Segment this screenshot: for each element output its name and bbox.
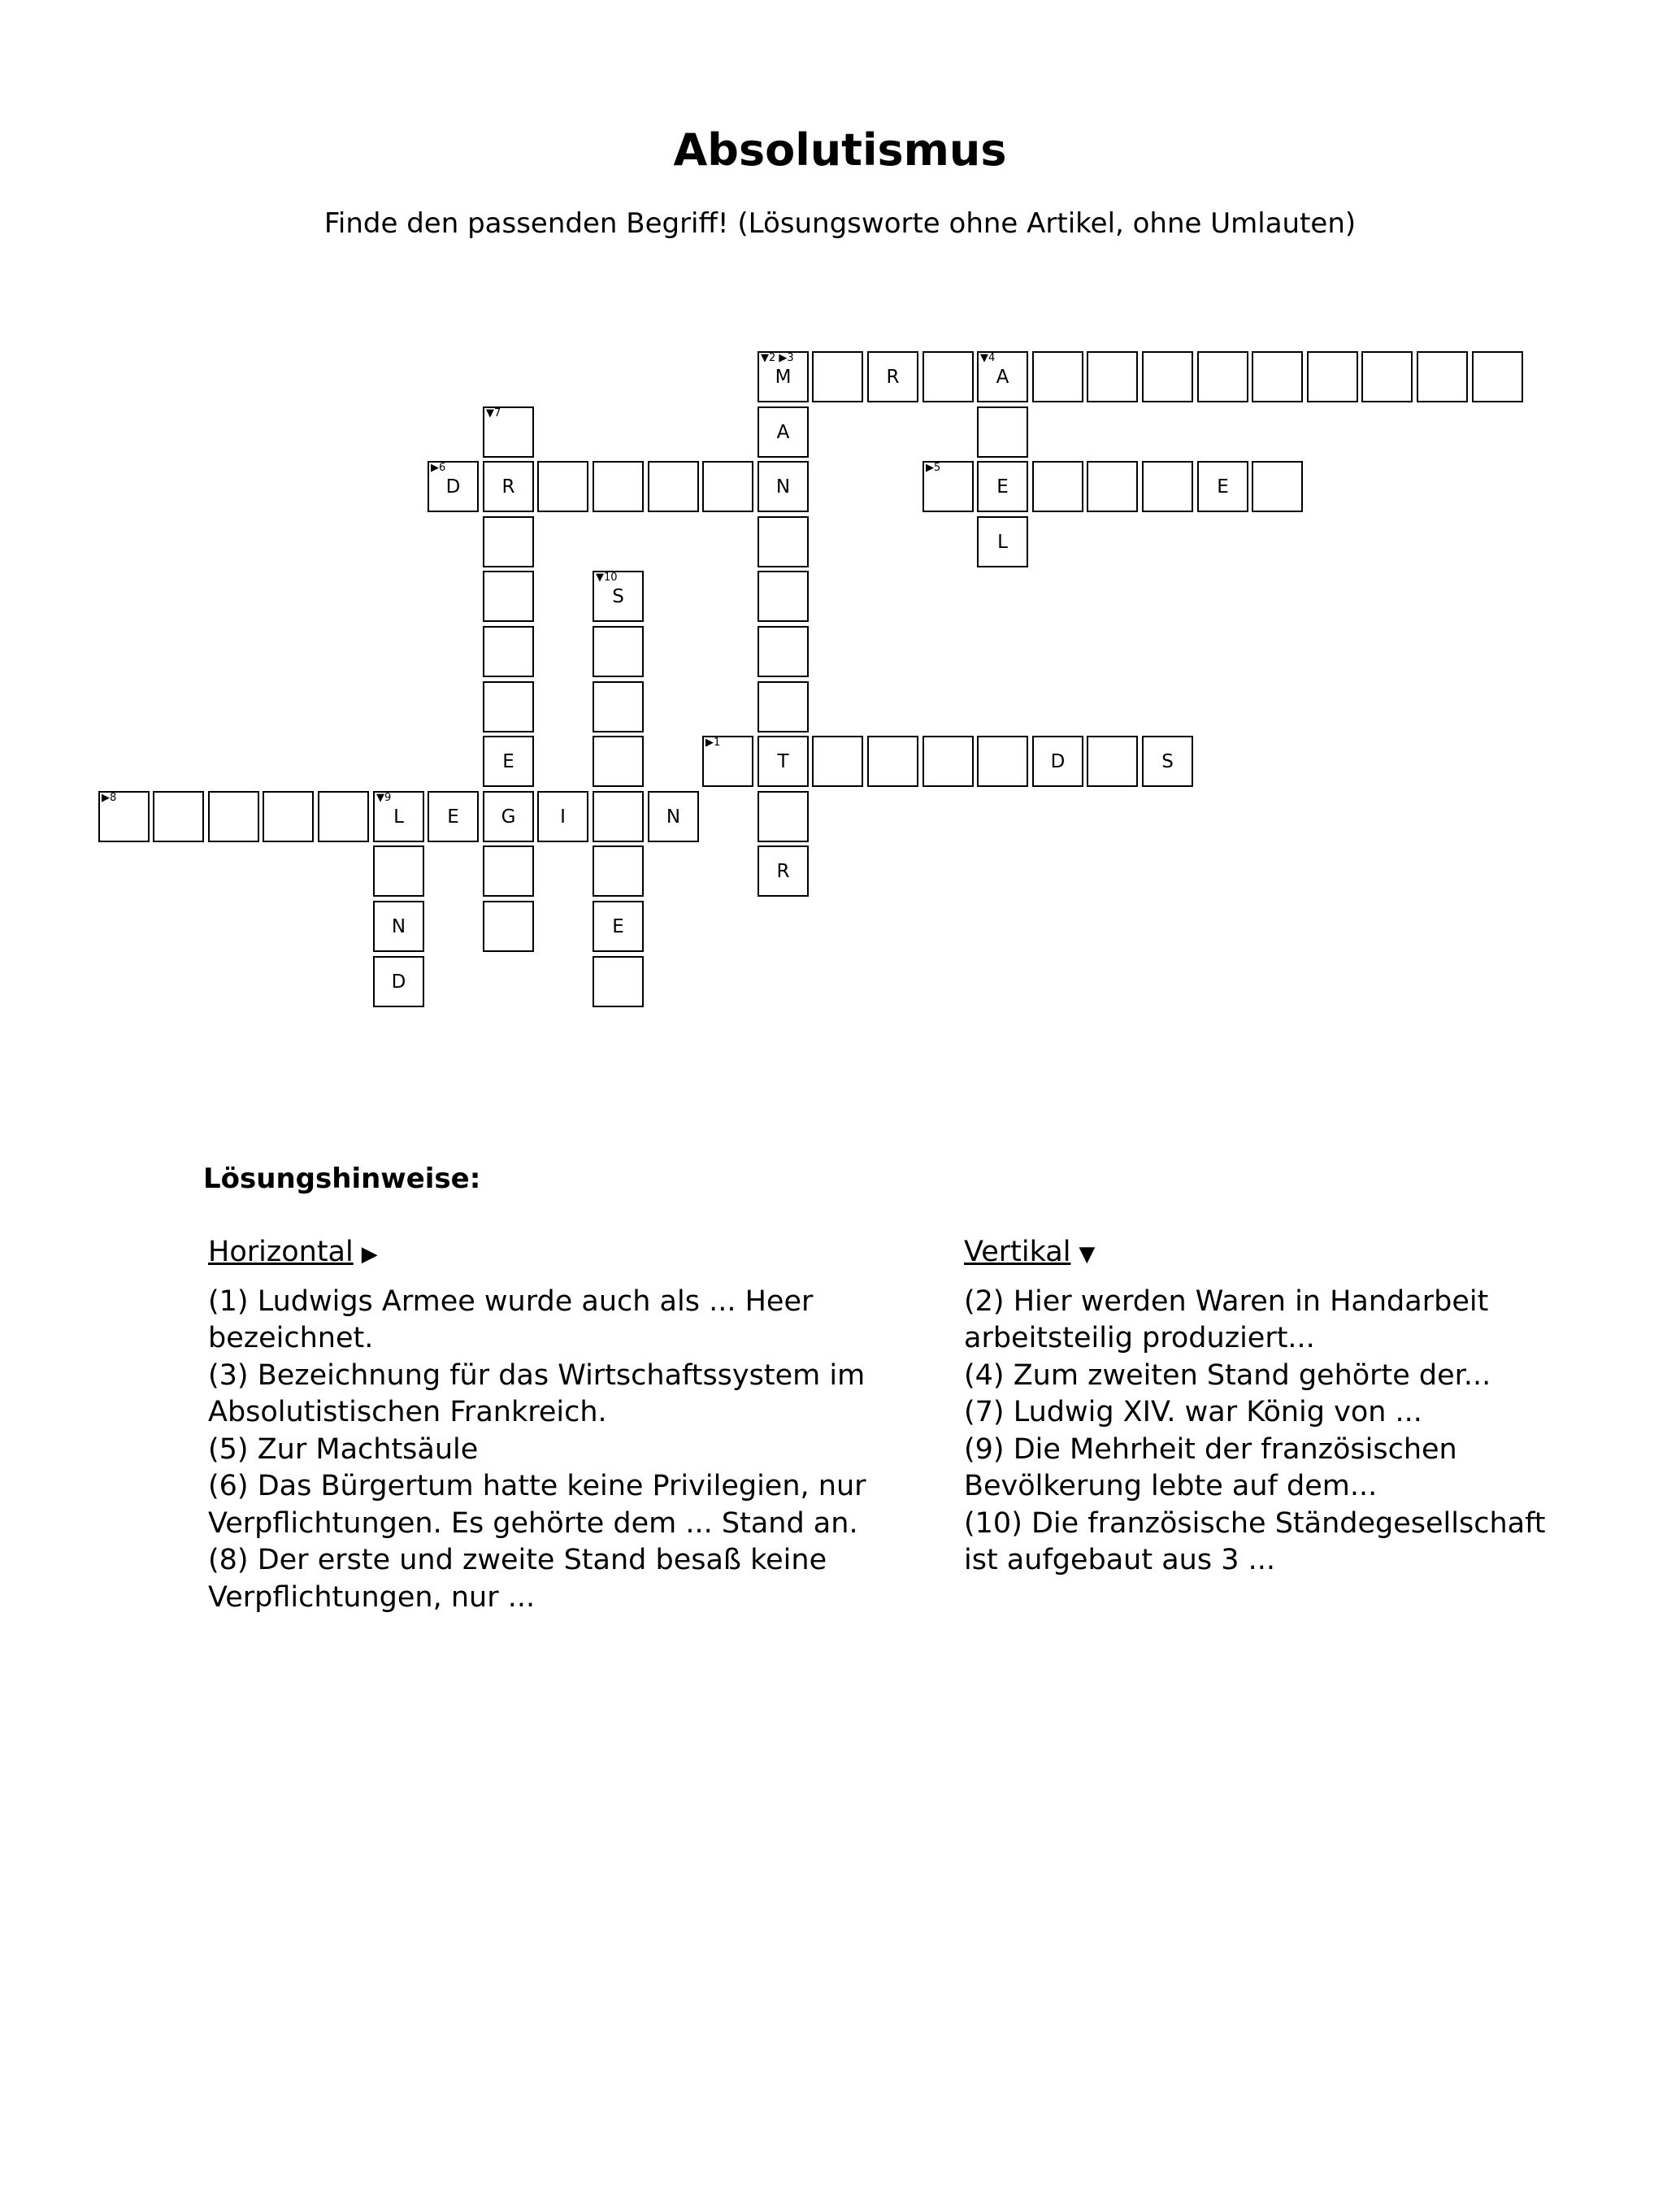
crossword-cell[interactable] xyxy=(977,461,1028,512)
cell-letter: R xyxy=(501,476,515,498)
crossword-cell[interactable] xyxy=(812,736,863,787)
cell-letter: R xyxy=(886,367,900,388)
crossword-cell[interactable] xyxy=(758,736,809,787)
hints-heading: Lösungshinweise: xyxy=(203,1163,481,1195)
crossword-cell[interactable] xyxy=(153,791,204,842)
crossword-cell[interactable] xyxy=(373,791,424,842)
clue-number: ▼7 xyxy=(486,407,501,419)
clue-horizontal-1: (1) Ludwigs Armee wurde auch als ... Heer bezeichnet. xyxy=(208,1284,814,1354)
cell-letter: D xyxy=(1050,751,1066,772)
crossword-cell[interactable] xyxy=(483,845,534,897)
clue-number: ▼10 xyxy=(596,572,618,584)
crossword-cell[interactable] xyxy=(483,791,534,842)
crossword-cell[interactable] xyxy=(1087,461,1138,512)
clue-vertical-10: (10) Die französische Ständegesellschaft ist aufgebaut aus 3 ... xyxy=(964,1506,1546,1576)
clue-horizontal-6: (6) Das Bürgertum hatte keine Privilegien, nur Verpflichtungen. Es gehörte dem ... Stand an. xyxy=(208,1470,866,1540)
crossword-cell[interactable] xyxy=(483,571,534,622)
crossword-cell[interactable] xyxy=(1032,461,1083,512)
clue-number: ▶6 xyxy=(431,462,446,474)
crossword-cell[interactable] xyxy=(758,461,809,512)
crossword-cell[interactable] xyxy=(537,791,588,842)
clue-vertical-2: (2) Hier werden Waren in Handarbeit arbeitsteilig produziert... xyxy=(964,1284,1489,1354)
crossword-cell[interactable] xyxy=(593,956,644,1007)
crossword-cell[interactable] xyxy=(1087,351,1138,402)
crossword-cell[interactable] xyxy=(593,736,644,787)
crossword-cell[interactable] xyxy=(1252,351,1303,402)
crossword-cell[interactable] xyxy=(1197,461,1248,512)
crossword-cell[interactable] xyxy=(483,516,534,567)
vertical-heading xyxy=(964,1234,1582,1274)
crossword-cell[interactable] xyxy=(593,791,644,842)
crossword-cell[interactable] xyxy=(758,406,809,458)
crossword-cell[interactable] xyxy=(922,351,974,402)
page-title: Absolutismus xyxy=(673,124,1007,176)
crossword-cell[interactable] xyxy=(758,351,809,402)
crossword-cell[interactable] xyxy=(702,461,753,512)
crossword-cell[interactable] xyxy=(758,791,809,842)
crossword-cell[interactable] xyxy=(483,461,534,512)
clue-number: ▶1 xyxy=(705,737,721,749)
clue-horizontal-3: (3) Bezeichnung für das Wirtschaftssystem im Absolutistischen Frankreich. xyxy=(208,1358,866,1428)
cell-letter: N xyxy=(775,476,791,498)
crossword-cell[interactable] xyxy=(537,461,588,512)
crossword-cell[interactable] xyxy=(977,351,1028,402)
crossword-cell[interactable] xyxy=(428,461,479,512)
clue-number: ▼2 ▶3 xyxy=(761,352,794,364)
cell-letter: M xyxy=(775,367,792,388)
crossword-cell[interactable] xyxy=(1032,736,1083,787)
crossword-cell[interactable] xyxy=(593,681,644,732)
cell-letter: D xyxy=(391,971,406,993)
crossword-cell[interactable] xyxy=(1252,461,1303,512)
crossword-cell[interactable] xyxy=(867,736,918,787)
cell-letter: T xyxy=(777,751,789,772)
crossword-cell[interactable] xyxy=(1472,351,1523,402)
crossword-cell[interactable] xyxy=(593,626,644,677)
crossword-cell[interactable] xyxy=(1417,351,1468,402)
right-arrow-icon: ▶ xyxy=(361,1242,378,1267)
cell-letter: D xyxy=(445,476,461,498)
crossword-cell[interactable] xyxy=(977,516,1028,567)
crossword-cell[interactable] xyxy=(648,791,699,842)
crossword-cell[interactable] xyxy=(483,626,534,677)
crossword-cell[interactable] xyxy=(1142,351,1193,402)
cell-letter: E xyxy=(447,806,459,828)
cell-letter: S xyxy=(1161,751,1174,772)
crossword-cell[interactable] xyxy=(1142,736,1193,787)
crossword-cell[interactable] xyxy=(1087,736,1138,787)
horizontal-heading xyxy=(208,1234,907,1274)
clue-number: ▼4 xyxy=(980,352,996,364)
crossword-cell[interactable] xyxy=(977,406,1028,458)
cell-letter: N xyxy=(391,916,406,937)
clue-vertical-7: (7) Ludwig XIV. war König von ... xyxy=(964,1396,1422,1428)
crossword-cell[interactable] xyxy=(483,406,534,458)
clue-horizontal-8: (8) Der erste und zweite Stand besaß keine Verpflichtungen, nur ... xyxy=(208,1544,827,1614)
crossword-cell[interactable] xyxy=(98,791,150,842)
cell-letter: S xyxy=(612,586,624,607)
cell-letter: L xyxy=(393,806,404,828)
crossword-cell[interactable] xyxy=(263,791,314,842)
crossword-cell[interactable] xyxy=(648,461,699,512)
clue-number: ▶5 xyxy=(926,462,941,474)
crossword-cell[interactable] xyxy=(483,681,534,732)
crossword-cell[interactable] xyxy=(867,351,918,402)
crossword-cell[interactable] xyxy=(373,956,424,1007)
cell-letter: N xyxy=(666,806,681,828)
crossword-cell[interactable] xyxy=(208,791,259,842)
cell-letter: R xyxy=(776,861,790,882)
cell-letter: E xyxy=(502,751,514,772)
crossword-cell[interactable] xyxy=(758,516,809,567)
cell-letter: A xyxy=(776,422,790,443)
vertical-label: Vertikal xyxy=(964,1236,1071,1268)
clue-vertical-4: (4) Zum zweiten Stand gehörte der... xyxy=(964,1358,1491,1392)
crossword-cell[interactable] xyxy=(758,845,809,897)
crossword-cell[interactable] xyxy=(977,736,1028,787)
crossword-cell[interactable] xyxy=(702,736,753,787)
crossword-cell[interactable] xyxy=(1197,351,1248,402)
cell-letter: A xyxy=(996,367,1009,388)
crossword-cell[interactable] xyxy=(922,736,974,787)
crossword-cell[interactable] xyxy=(593,901,644,952)
clue-number: ▼9 xyxy=(376,792,392,804)
instructions: Finde den passenden Begriff! (Lösungsworte ohne Artikel, ohne Umlauten) xyxy=(323,207,1357,240)
crossword-cell[interactable] xyxy=(428,791,479,842)
vertical-clues xyxy=(964,1234,1582,1580)
horizontal-clues xyxy=(208,1234,907,1616)
crossword-cell[interactable] xyxy=(758,681,809,732)
crossword-cell[interactable] xyxy=(483,901,534,952)
cell-letter: I xyxy=(560,806,566,828)
crossword-cell[interactable] xyxy=(373,845,424,897)
cell-letter: E xyxy=(1217,476,1229,498)
crossword-cell[interactable] xyxy=(758,626,809,677)
crossword-cell[interactable] xyxy=(373,901,424,952)
crossword-cell[interactable] xyxy=(1307,351,1358,402)
crossword-cell[interactable] xyxy=(812,351,863,402)
clue-number: ▶8 xyxy=(102,792,117,804)
cell-letter: L xyxy=(997,532,1008,553)
down-arrow-icon: ▼ xyxy=(1079,1242,1096,1267)
crossword-cell[interactable] xyxy=(1361,351,1413,402)
crossword-cell[interactable] xyxy=(758,571,809,622)
horizontal-label: Horizontal xyxy=(208,1236,354,1268)
crossword-cell[interactable] xyxy=(593,461,644,512)
cell-letter: E xyxy=(996,476,1009,498)
crossword-cell[interactable] xyxy=(593,845,644,897)
crossword-cell[interactable] xyxy=(593,571,644,622)
crossword-cell[interactable] xyxy=(1142,461,1193,512)
crossword-cell[interactable] xyxy=(318,791,369,842)
clue-horizontal-5: (5) Zur Machtsäule xyxy=(208,1432,479,1466)
cell-letter: G xyxy=(501,806,516,828)
clue-vertical-9: (9) Die Mehrheit der französischen Bevölkerung lebte auf dem... xyxy=(964,1432,1457,1502)
cell-letter: E xyxy=(612,916,624,937)
crossword-cell[interactable] xyxy=(922,461,974,512)
crossword-cell[interactable] xyxy=(1032,351,1083,402)
crossword-cell[interactable] xyxy=(483,736,534,787)
